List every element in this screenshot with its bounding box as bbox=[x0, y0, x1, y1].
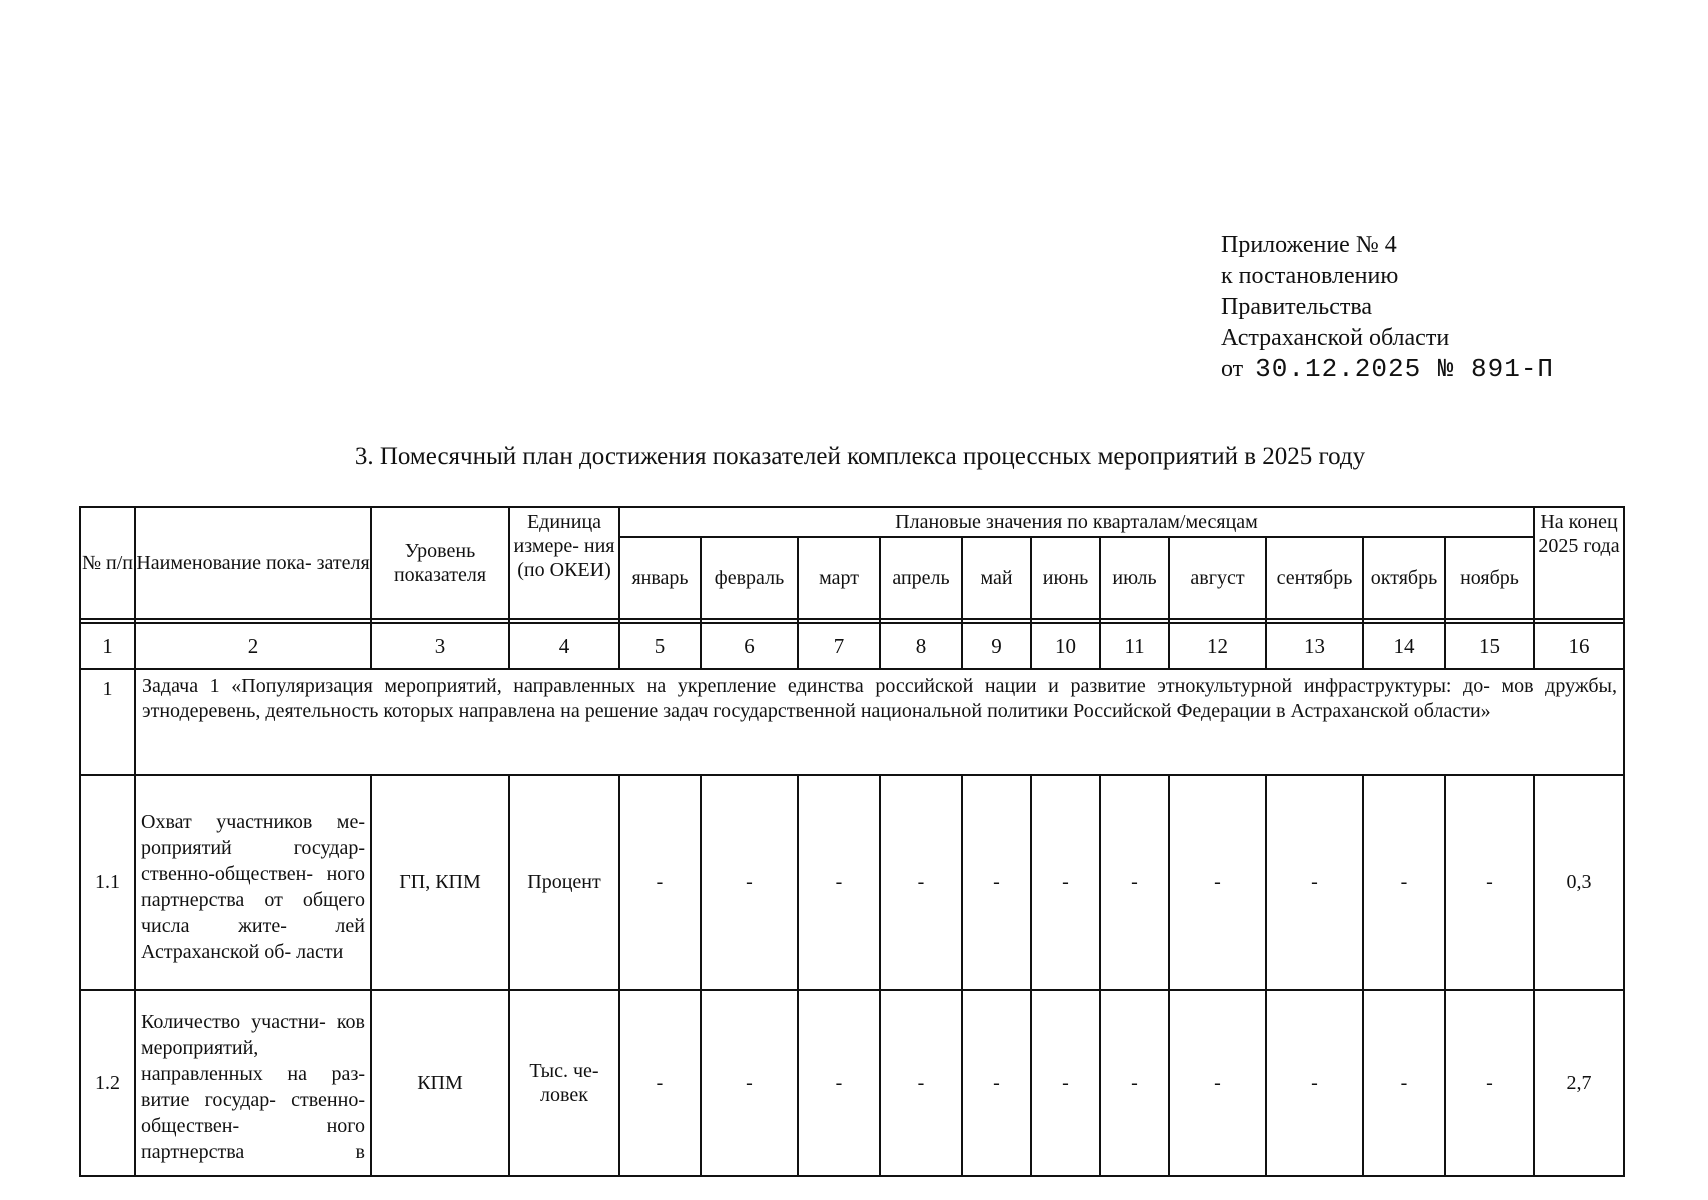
indicator-name: Количество участни- ков мероприятий, направленных на раз- витие государ- ственно-обществен- ного партнерства в bbox=[135, 990, 371, 1176]
month-value: - bbox=[1031, 990, 1100, 1176]
header-month-jun: июнь bbox=[1031, 537, 1100, 619]
appendix-line-4: Астраханской области bbox=[1221, 325, 1450, 351]
end-of-year-value: 2,7 bbox=[1534, 990, 1624, 1176]
month-value: - bbox=[962, 775, 1031, 990]
month-value: - bbox=[1445, 775, 1534, 990]
month-value: - bbox=[1445, 990, 1534, 1176]
month-value: - bbox=[1363, 990, 1445, 1176]
column-number: 15 bbox=[1445, 623, 1534, 669]
header-planned-values: Плановые значения по кварталам/месяцам bbox=[619, 507, 1534, 537]
header-month-sep: сентябрь bbox=[1266, 537, 1363, 619]
column-number: 3 bbox=[371, 623, 509, 669]
month-value: - bbox=[1169, 775, 1266, 990]
header-name: Наименование пока- зателя bbox=[135, 507, 371, 619]
appendix-date-number: 30.12.2025 № 891-П bbox=[1255, 354, 1555, 384]
appendix-line-2: к постановлению bbox=[1221, 263, 1399, 289]
header-month-oct: октябрь bbox=[1363, 537, 1445, 619]
table-row bbox=[80, 775, 1624, 990]
header-month-aug: август bbox=[1169, 537, 1266, 619]
month-value: - bbox=[619, 775, 701, 990]
header-month-apr: апрель bbox=[880, 537, 962, 619]
month-value: - bbox=[1100, 775, 1169, 990]
column-number: 7 bbox=[798, 623, 880, 669]
month-value: - bbox=[619, 990, 701, 1176]
month-value: - bbox=[1031, 775, 1100, 990]
header-end-of-year: На конец 2025 года bbox=[1534, 507, 1624, 619]
month-value: - bbox=[962, 990, 1031, 1176]
month-value: - bbox=[1266, 775, 1363, 990]
column-number: 2 bbox=[135, 623, 371, 669]
end-of-year-value: 0,3 bbox=[1534, 775, 1624, 990]
month-value: - bbox=[1169, 990, 1266, 1176]
header-num: № п/п bbox=[80, 507, 135, 619]
header-month-may: май bbox=[962, 537, 1031, 619]
column-number: 14 bbox=[1363, 623, 1445, 669]
header-row-1 bbox=[80, 507, 1624, 537]
task-row bbox=[80, 669, 1624, 775]
header-month-jan: январь bbox=[619, 537, 701, 619]
appendix-date-line bbox=[1221, 354, 1554, 385]
month-value: - bbox=[798, 775, 880, 990]
month-value: - bbox=[1100, 990, 1169, 1176]
task-description: Задача 1 «Популяризация мероприятий, направленных на укрепление единства российской нации и развитие этнокультурной инфраструктуры: до- мов дружбы, этнодеревень, деятельность которых направлена на решение задач государственной национальной политики Российской Федерации в Астраханской области» bbox=[135, 669, 1624, 775]
indicator-unit: Процент bbox=[509, 775, 619, 990]
column-number: 1 bbox=[80, 623, 135, 669]
month-value: - bbox=[701, 990, 798, 1176]
appendix-block bbox=[1221, 230, 1554, 385]
month-value: - bbox=[880, 990, 962, 1176]
header-month-feb: февраль bbox=[701, 537, 798, 619]
month-value: - bbox=[880, 775, 962, 990]
column-number: 5 bbox=[619, 623, 701, 669]
indicator-name: Охват участников ме- роприятий государ- ственно-обществен- ного партнерства от общего числа жите- лей Астраханской об- ласти bbox=[135, 775, 371, 990]
header-month-jul: июль bbox=[1100, 537, 1169, 619]
column-number: 16 bbox=[1534, 623, 1624, 669]
appendix-date-prefix: от bbox=[1221, 356, 1244, 382]
column-number: 11 bbox=[1100, 623, 1169, 669]
column-number: 10 bbox=[1031, 623, 1100, 669]
monthly-plan-table bbox=[79, 506, 1625, 1177]
indicator-unit: Тыс. че- ловек bbox=[509, 990, 619, 1176]
month-value: - bbox=[701, 775, 798, 990]
indicator-level: ГП, КПМ bbox=[371, 775, 509, 990]
row-number: 1.1 bbox=[80, 775, 135, 990]
header-unit: Единица измере- ния (по ОКЕИ) bbox=[509, 507, 619, 619]
header-month-nov: ноябрь bbox=[1445, 537, 1534, 619]
month-value: - bbox=[1266, 990, 1363, 1176]
appendix-line-1: Приложение № 4 bbox=[1221, 232, 1397, 258]
column-number: 12 bbox=[1169, 623, 1266, 669]
header-month-mar: март bbox=[798, 537, 880, 619]
month-value: - bbox=[798, 990, 880, 1176]
table-row bbox=[80, 990, 1624, 1176]
header-level: Уровень показателя bbox=[371, 507, 509, 619]
column-number-row bbox=[80, 623, 1624, 669]
document-title: 3. Помесячный план достижения показателей комплекса процессных мероприятий в 2025 году bbox=[354, 443, 1366, 470]
appendix-line-3: Правительства bbox=[1221, 294, 1373, 320]
column-number: 4 bbox=[509, 623, 619, 669]
column-number: 13 bbox=[1266, 623, 1363, 669]
column-number: 6 bbox=[701, 623, 798, 669]
column-number: 9 bbox=[962, 623, 1031, 669]
column-number: 8 bbox=[880, 623, 962, 669]
month-value: - bbox=[1363, 775, 1445, 990]
row-number: 1.2 bbox=[80, 990, 135, 1176]
indicator-level: КПМ bbox=[371, 990, 509, 1176]
task-number: 1 bbox=[80, 669, 135, 775]
